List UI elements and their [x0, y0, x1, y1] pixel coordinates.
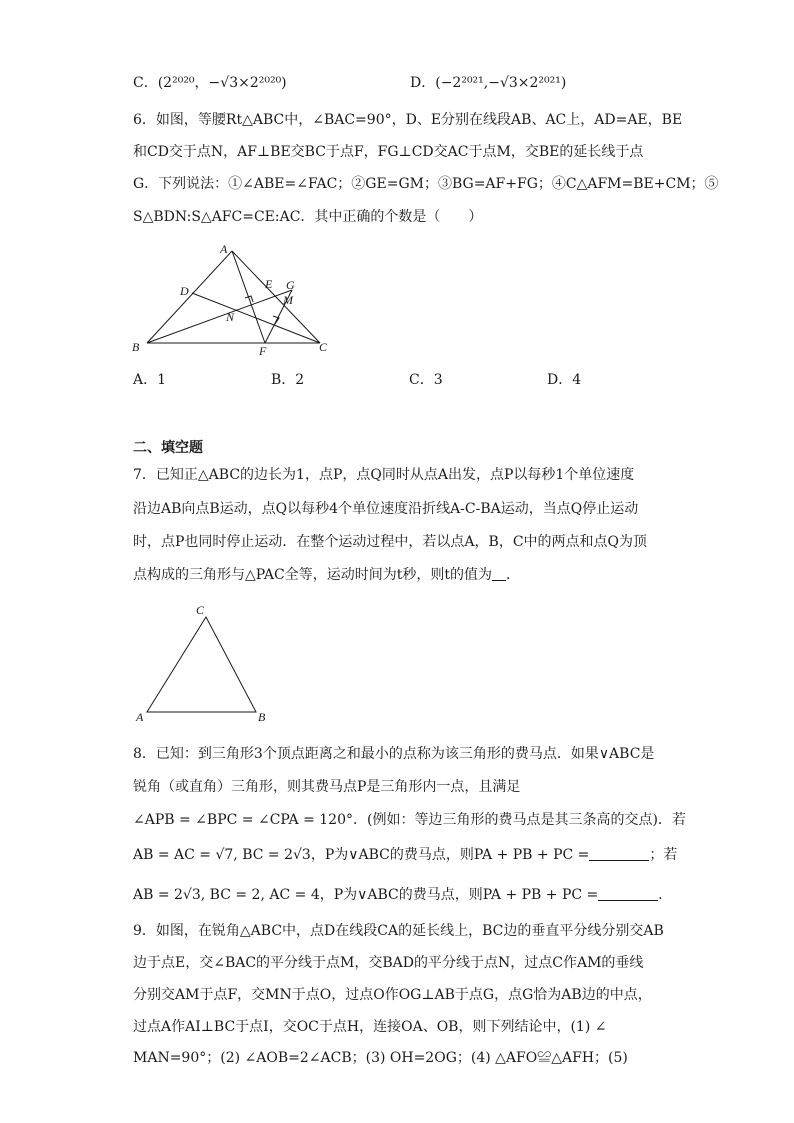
q8-line-1: 8．已知：到三角形3个顶点距离之和最小的点称为该三角形的费马点．如果∨ABC是 [133, 746, 655, 762]
label-e: E [265, 277, 273, 291]
q7-line-4-text: 点构成的三角形与△PAC全等，运动时间为t秒，则t的值为 [133, 567, 492, 583]
q8-line-5-end: ． [658, 887, 673, 903]
q6-option-c: C．3 [409, 372, 443, 388]
q7-answer-blank[interactable] [492, 568, 506, 581]
label-b: B [258, 710, 266, 724]
q9-line-4: 过点A作AI⊥BC于点I，交OC于点H，连接OA、OB，则下列结论中，(1) ∠ [133, 1019, 607, 1035]
q9-line-2: 边于点E，交∠BAC的平分线于点M，交BAD的平分线于点N，过点C作AM的垂线 [133, 955, 644, 971]
q6-figure [125, 238, 340, 360]
q6-option-d: D．4 [547, 372, 582, 388]
q9-line-3: 分别交AM于点F，交MN于点O，过点O作OG⊥AB于点G，点G恰为AB边的中点， [133, 987, 652, 1003]
label-f: F [259, 344, 267, 358]
q7-line-4 [133, 564, 520, 584]
q5-option-d [410, 72, 566, 92]
q7-line-1: 7．已知正△ABC的边长为1，点P，点Q同时从点A出发，点P以每秒1个单位速度 [133, 467, 635, 483]
q5-option-d-value: (−2²⁰²¹,−√3×2²⁰²¹) [435, 75, 567, 91]
segment-ab [147, 251, 232, 343]
q5-option-c [133, 72, 287, 92]
label-c: C [196, 603, 205, 617]
q6-option-a: A．1 [133, 372, 167, 388]
q8-line-2: 锐角（或直角）三角形，则其费马点P是三角形内一点，且满足 [133, 779, 521, 795]
right-angle-mark-m [273, 316, 279, 324]
triangle-abc [147, 617, 256, 712]
label-c: C [319, 340, 328, 354]
q8-line-4-text: AB = AC = √7, BC = 2√3，P为∨ABC的费马点，则PA + PB + PC = [133, 847, 590, 863]
label-m: M [283, 293, 293, 307]
q6-line-3: G．下列说法：①∠ABE=∠FAC；②GE=GM；③BG=AF+FG；④C△AFM=BE+CM；⑤ [133, 176, 719, 192]
q8-line-3: ∠APB = ∠BPC = ∠CPA = 120°．(例如：等边三角形的费马点是其三条高的交点)．若 [133, 812, 686, 828]
q9-line-5: MAN=90°；(2) ∠AOB=2∠ACB；(3) OH=2OG；(4) △AFO≌△AFH；(5) [133, 1050, 628, 1066]
q5-option-c-value: (2²⁰²⁰，−√3×2²⁰²⁰) [157, 75, 287, 91]
label-b: B [132, 340, 140, 354]
q7-figure [130, 600, 275, 725]
q5-option-d-label: D． [410, 75, 436, 91]
label-g: G [286, 278, 295, 292]
q8-answer-blank-2[interactable] [598, 888, 658, 901]
label-n: N [226, 310, 235, 324]
label-d: D [180, 284, 189, 298]
q8-line-4-end: ；若 [649, 847, 678, 863]
q8-line-5 [133, 884, 672, 904]
segment-bg [147, 290, 292, 343]
q8-answer-blank-1[interactable] [589, 848, 649, 861]
q6-option-b: B．2 [271, 372, 305, 388]
q9-line-1: 9．如图，在锐角△ABC中，点D在线段CA的延长线上，BC边的垂直平分线分别交AB [133, 923, 664, 939]
q8-line-4 [133, 844, 677, 864]
q7-line-2: 沿边AB向点B运动，点Q以每秒4个单位速度沿折线A-C-BA运动，当点Q停止运动 [133, 501, 639, 517]
label-a: A [220, 242, 228, 256]
q6-line-2: 和CD交于点N，AF⊥BE交BC于点F，FG⊥CD交AC于点M，交BE的延长线于点 [133, 144, 644, 160]
q6-line-1: 6．如图，等腰Rt△ABC中，∠BAC=90°，D、E分别在线段AB、AC上，AD=AE，BE [133, 112, 683, 128]
q8-line-5-text: AB = 2√3, BC = 2, AC = 4，P为∨ABC的费马点，则PA + PB + PC = [133, 887, 599, 903]
q5-option-c-label: C． [133, 75, 158, 91]
q7-line-4-end: ． [505, 567, 520, 583]
q7-line-3: 时，点P也同时停止运动．在整个运动过程中，若以点A，B，C中的两点和点Q为顶 [133, 534, 648, 550]
segment-ac [232, 251, 320, 343]
q6-line-4: S△BDN:S△AFC=CE:AC．其中正确的个数是（ ） [133, 209, 483, 225]
label-a: A [136, 710, 144, 724]
section-heading: 二、填空题 [133, 440, 203, 456]
